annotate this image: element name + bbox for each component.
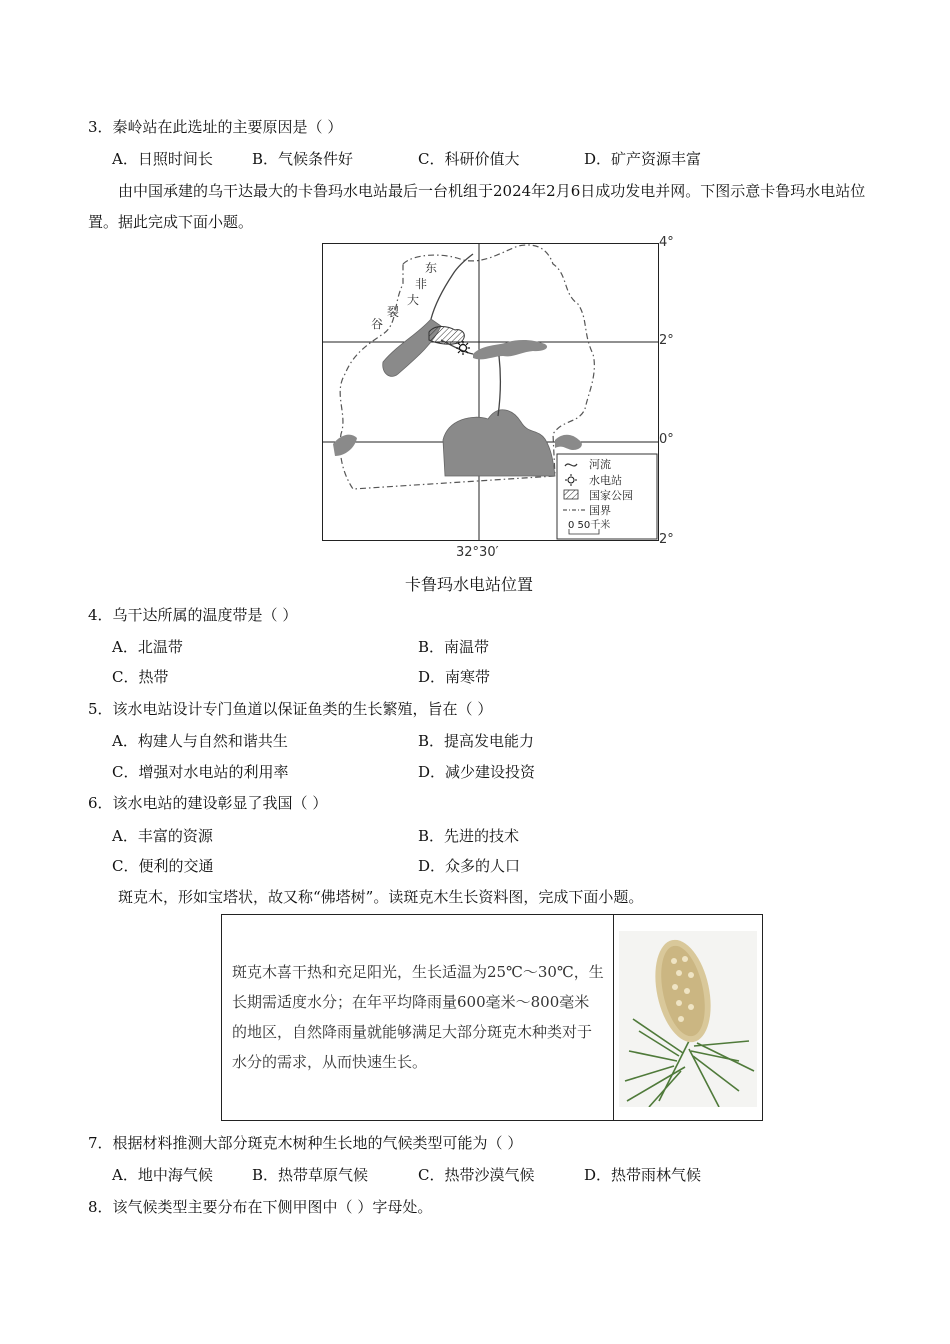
lake-albert xyxy=(383,319,441,376)
banksia-material-box xyxy=(221,914,763,1121)
karuma-map xyxy=(322,243,659,541)
lake-east-inlet xyxy=(555,435,582,450)
lake-edward xyxy=(333,435,357,456)
rift-char-5: 谷 xyxy=(371,317,384,331)
q3-option-a: A．日照时间长 xyxy=(112,150,213,168)
question-8-stem: 8．该气候类型主要分布在下侧甲图中（ ）字母处。 xyxy=(88,1198,433,1216)
rift-char-4: 裂 xyxy=(387,305,400,319)
q7-option-b: B．热带草原气候 xyxy=(252,1166,369,1184)
question-7-stem: 7．根据材料推测大部分斑克木树种生长地的气候类型可能为（ ） xyxy=(88,1134,523,1152)
lon-label: 32°30′ xyxy=(456,545,499,560)
q4-option-a: A．北温带 xyxy=(112,638,183,656)
hydropower-station-icon xyxy=(456,341,470,355)
legend-river-label: 河流 xyxy=(589,458,611,471)
legend-park-label: 国家公园 xyxy=(589,489,633,502)
q6-option-b: B．先进的技术 xyxy=(418,827,520,845)
nile-river-south xyxy=(498,356,500,416)
intro-paragraph-banksia: 斑克木，形如宝塔状，故又称“佛塔树”。读斑克木生长资料图，完成下面小题。 xyxy=(118,888,644,906)
map-graphic xyxy=(323,244,658,540)
map-caption: 卡鲁玛水电站位置 xyxy=(405,575,534,594)
question-6-stem: 6．该水电站的建设彰显了我国（ ） xyxy=(88,794,328,812)
q7-option-d: D．热带雨林气候 xyxy=(584,1166,702,1184)
q5-option-d: D．减少建设投资 xyxy=(418,763,536,781)
rift-char-3: 大 xyxy=(407,293,420,307)
legend-border-label: 国界 xyxy=(589,504,611,517)
lat-label-0: 0° xyxy=(659,432,674,447)
q6-option-a: A．丰富的资源 xyxy=(112,827,213,845)
material-divider xyxy=(613,915,614,1120)
q3-option-b: B．气候条件好 xyxy=(252,150,354,168)
question-3-stem: 3．秦岭站在此选址的主要原因是（ ） xyxy=(88,118,343,136)
banksia-material-text: 斑克木喜干热和充足阳光，生长适温为25℃～30℃，生长期需适度水分；在年平均降雨量600毫米～800毫米的地区，自然降雨量就能够满足大部分斑克木种类对于水分的需求，从而快速生长。 xyxy=(232,963,604,1071)
q5-option-b: B．提高发电能力 xyxy=(418,732,535,750)
q4-option-d: D．南寒带 xyxy=(418,668,491,686)
q7-option-c: C．热带沙漠气候 xyxy=(418,1166,535,1184)
national-park xyxy=(429,327,464,345)
nile-river-north xyxy=(431,254,473,319)
lake-kyoga xyxy=(473,340,547,359)
q6-option-c: C．便利的交通 xyxy=(112,857,214,875)
q4-option-b: B．南温带 xyxy=(418,638,490,656)
lat-label-4n: 4° xyxy=(659,235,674,250)
banksia-flower-image xyxy=(619,931,757,1107)
lat-label-2s: 2° xyxy=(659,532,674,547)
q6-option-d: D．众多的人口 xyxy=(418,857,521,875)
q3-option-c: C．科研价值大 xyxy=(418,150,520,168)
rift-char-1: 东 xyxy=(425,261,438,275)
lake-victoria xyxy=(443,410,555,476)
intro-paragraph-hydropower: 由中国承建的乌干达最大的卡鲁玛水电站最后一台机组于2024年2月6日成功发电并网。下图示意卡鲁玛水电站位置。据此完成下面小题。 xyxy=(88,182,866,231)
q3-option-d: D．矿产资源丰富 xyxy=(584,150,702,168)
legend-scale-label: 0 50千米 xyxy=(568,520,611,531)
rift-char-2: 非 xyxy=(415,277,428,291)
question-4-stem: 4．乌干达所属的温度带是（ ） xyxy=(88,606,298,624)
q5-option-c: C．增强对水电站的利用率 xyxy=(112,763,289,781)
question-5-stem: 5．该水电站设计专门鱼道以保证鱼类的生长繁殖，旨在（ ） xyxy=(88,700,493,718)
legend-station-label: 水电站 xyxy=(589,474,622,487)
q4-option-c: C．热带 xyxy=(112,668,169,686)
q7-option-a: A．地中海气候 xyxy=(112,1166,213,1184)
lat-label-2n: 2° xyxy=(659,333,674,348)
q5-option-a: A．构建人与自然和谐共生 xyxy=(112,732,288,750)
legend-park-symbol xyxy=(564,490,578,499)
